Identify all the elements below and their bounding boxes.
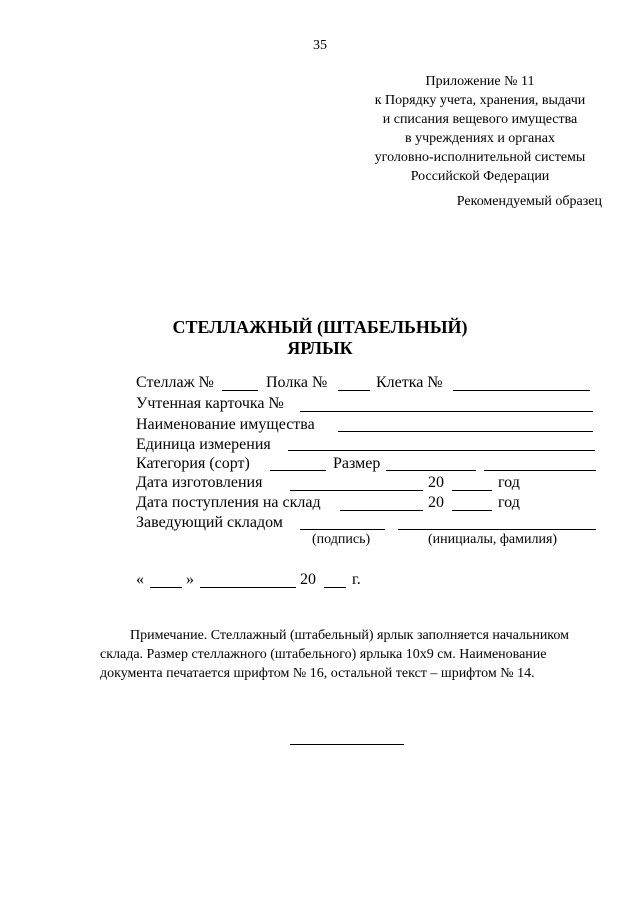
unit-field[interactable] — [288, 450, 595, 451]
note — [100, 626, 605, 683]
cell-field[interactable] — [453, 390, 590, 391]
date-year-prefix: 20 — [300, 571, 316, 588]
manufacture-date-label: Дата изготовления — [136, 474, 263, 491]
card-field[interactable] — [300, 411, 593, 412]
page-number: 35 — [313, 38, 327, 53]
note-line: склада. Размер стеллажного (штабельного) ярлыка 10x9 см. Наименование — [100, 647, 547, 662]
manager-label: Заведующий складом — [136, 514, 283, 531]
document-title-line2: ЯРЛЫК — [287, 338, 353, 358]
initials-field[interactable] — [398, 529, 596, 530]
item-name-field[interactable] — [338, 431, 593, 432]
date-year-field[interactable] — [324, 587, 346, 588]
appendix-line: в учреждениях и органах — [405, 131, 555, 146]
appendix-line: Приложение № 11 — [425, 74, 535, 89]
unit-label: Единица измерения — [136, 436, 271, 453]
initials-caption: (инициалы, фамилия) — [428, 532, 558, 547]
sample-label: Рекомендуемый образец — [456, 194, 602, 209]
date-quote-open: « — [136, 571, 144, 588]
item-name-label: Наименование имущества — [136, 416, 315, 433]
category-label: Категория (сорт) — [136, 455, 250, 472]
note-line: документа печатается шрифтом № 16, остальной текст – шрифтом № 14. — [100, 666, 535, 681]
receipt-date-field[interactable] — [340, 510, 423, 511]
signature-caption: (подпись) — [312, 532, 371, 547]
manufacture-year-prefix: 20 — [428, 474, 444, 491]
signature-field[interactable] — [300, 529, 385, 530]
appendix-header — [330, 72, 630, 186]
category-field[interactable] — [270, 470, 326, 471]
manufacture-year-word: год — [498, 474, 520, 491]
rack-label: Стеллаж № — [136, 374, 214, 391]
date-day-field[interactable] — [150, 587, 182, 588]
appendix-line: к Порядку учета, хранения, выдачи — [374, 93, 586, 108]
date-quote-close: » — [186, 571, 194, 588]
receipt-year-prefix: 20 — [428, 494, 444, 511]
receipt-year-word: год — [498, 494, 520, 511]
manufacture-date-field[interactable] — [290, 490, 423, 491]
document-title: СТЕЛЛАЖНЫЙ (ШТАБЕЛЬНЫЙ) — [172, 317, 468, 337]
cell-label: Клетка № — [376, 374, 443, 391]
note-line: Примечание. Стеллажный (штабельный) ярлык заполняется начальником — [130, 628, 569, 643]
appendix-line: уголовно-исполнительной системы — [374, 150, 586, 165]
size-field[interactable] — [386, 470, 476, 471]
manufacture-year-field[interactable] — [452, 490, 492, 491]
appendix-line: и списания вещевого имущества — [382, 112, 578, 127]
date-year-suffix: г. — [352, 571, 361, 588]
date-month-field[interactable] — [200, 587, 296, 588]
bottom-separator — [290, 744, 404, 745]
rack-field[interactable] — [222, 390, 258, 391]
size-label: Размер — [333, 455, 381, 472]
shelf-field[interactable] — [338, 390, 370, 391]
appendix-line: Российской Федерации — [410, 169, 550, 184]
size-extra-field[interactable] — [484, 470, 596, 471]
card-label: Учтенная карточка № — [136, 395, 284, 412]
shelf-label: Полка № — [266, 374, 328, 391]
receipt-date-label: Дата поступления на склад — [136, 494, 321, 511]
receipt-year-field[interactable] — [452, 510, 492, 511]
